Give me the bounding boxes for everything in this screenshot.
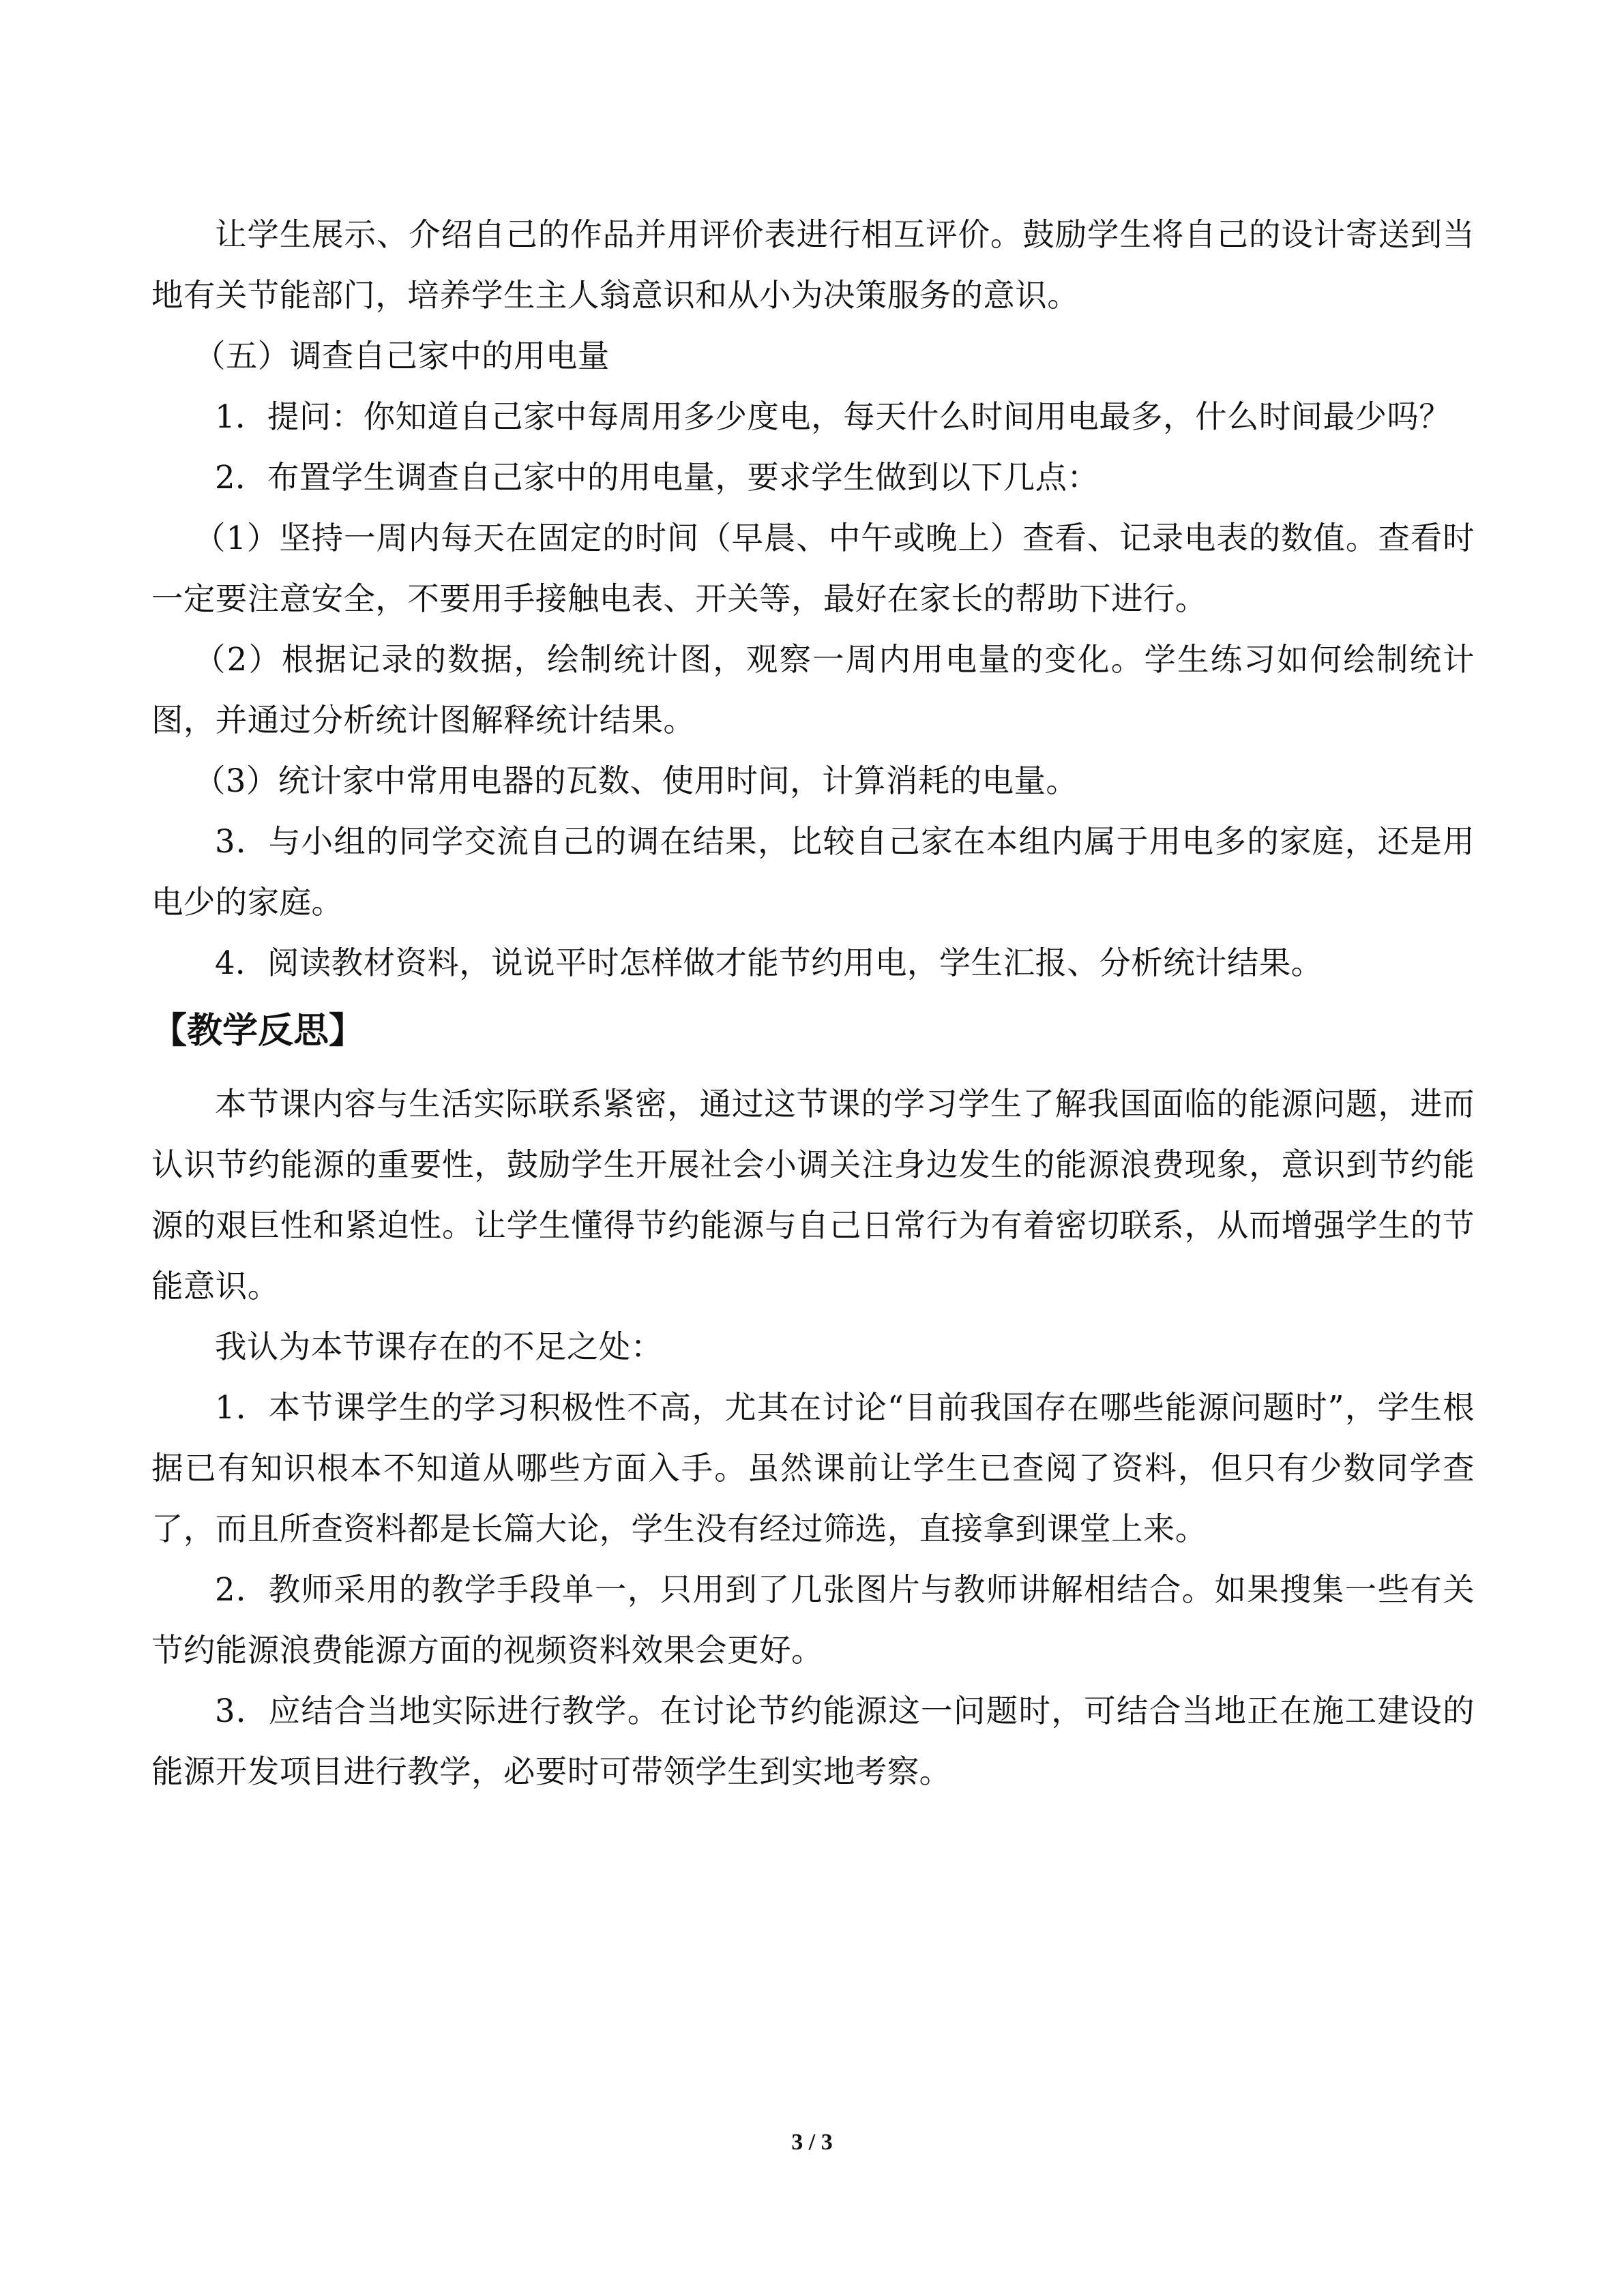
paragraph-shortcomings-intro: 我认为本节课存在的不足之处：: [215, 1328, 663, 1365]
paragraph-student-evaluation: 让学生展示、介绍自己的作品并用评价表进行相互评价。鼓励学生将自己的设计寄送到当地有关节能部门，培养学生主人翁意识和从小为决策服务的意识。: [151, 216, 1475, 314]
paragraph-item-4: 4．阅读教材资料，说说平时怎样做才能节约用电，学生汇报、分析统计结果。: [215, 944, 1323, 981]
paragraph-item-3: 3．与小组的同学交流自己的调在结果，比较自己家在本组内属于用电多的家庭，还是用电少的家庭。: [151, 823, 1475, 921]
paragraph-subitem-3: （3）统计家中常用电器的瓦数、使用时间，计算消耗的电量。: [194, 762, 1078, 799]
document-body: [151, 205, 1475, 1802]
paragraph-shortcoming-1: 1．本节课学生的学习积极性不高，尤其在讨论“目前我国存在哪些能源问题时”，学生根据已有知识根本不知道从哪些方面入手。虽然课前让学生已查阅了资料，但只有少数同学查了，而且所查资料都是长篇大论，学生没有经过筛选，直接拿到课堂上来。: [151, 1389, 1475, 1547]
paragraph-shortcoming-2: 2．教师采用的教学手段单一，只用到了几张图片与教师讲解相结合。如果搜集一些有关节约能源浪费能源方面的视频资料效果会更好。: [151, 1571, 1475, 1669]
paragraph-item-1: 1．提问：你知道自己家中每周用多少度电，每天什么时间用电最多，什么时间最少吗？: [215, 398, 1451, 435]
teaching-reflection-heading: 【教学反思】: [151, 1011, 365, 1052]
section-heading-five: （五）调查自己家中的用电量: [194, 338, 610, 374]
paragraph-subitem-2: （2）根据记录的数据，绘制统计图，观察一周内用电量的变化。学生练习如何绘制统计图，并通过分析统计图解释统计结果。: [151, 641, 1475, 739]
paragraph-reflection-summary: 本节课内容与生活实际联系紧密，通过这节课的学习学生了解我国面临的能源问题，进而认识节约能源的重要性，鼓励学生开展社会小调关注身边发生的能源浪费现象，意识到节约能源的艰巨性和紧迫性。让学生懂得节约能源与自己日常行为有着密切联系，从而增强学生的节能意识。: [151, 1086, 1475, 1304]
paragraph-subitem-1: （1）坚持一周内每天在固定的时间（早晨、中午或晚上）查看、记录电表的数值。查看时一定要注意安全，不要用手接触电表、开关等，最好在家长的帮助下进行。: [151, 520, 1475, 617]
paragraph-item-2: 2．布置学生调查自己家中的用电量，要求学生做到以下几点：: [215, 459, 1099, 496]
page-number: 3 / 3: [791, 2130, 833, 2155]
paragraph-shortcoming-3: 3．应结合当地实际进行教学。在讨论节约能源这一问题时，可结合当地正在施工建设的能源开发项目进行教学，必要时可带领学生到实地考察。: [151, 1693, 1475, 1790]
